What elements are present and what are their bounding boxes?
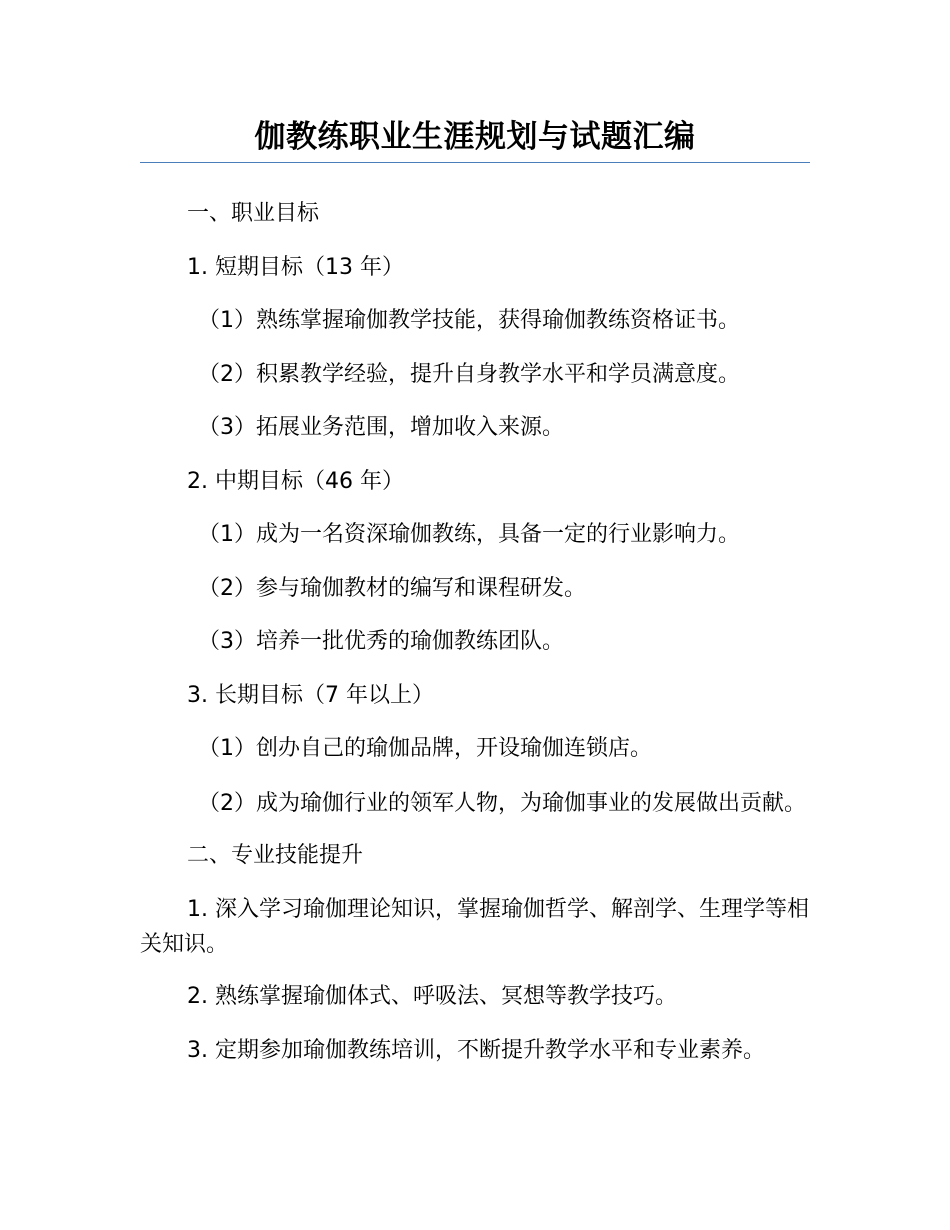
list-item: （2）成为瑜伽行业的领军人物，为瑜伽事业的发展做出贡献。 bbox=[198, 790, 806, 816]
list-item: （2）参与瑜伽教材的编写和课程研发。 bbox=[198, 575, 586, 601]
list-item: （2）积累教学经验，提升自身教学水平和学员满意度。 bbox=[198, 361, 740, 387]
skill-item: 2. 熟练掌握瑜伽体式、呼吸法、冥想等教学技巧。 bbox=[187, 984, 677, 1009]
list-item: （3）培养一批优秀的瑜伽教练团队。 bbox=[198, 629, 564, 654]
skill-item: 3. 定期参加瑜伽教练培训，不断提升教学水平和专业素养。 bbox=[187, 1037, 765, 1063]
subheading-short-term: 1. 短期目标（13 年） bbox=[187, 254, 404, 280]
section-heading-career-goals: 一、职业目标 bbox=[187, 201, 320, 226]
list-item: （1）创办自己的瑜伽品牌，开设瑜伽连锁店。 bbox=[198, 736, 652, 761]
subheading-long-term: 3. 长期目标（7 年以上） bbox=[187, 682, 434, 708]
skill-item: 1. 深入学习瑜伽理论知识，掌握瑜伽哲学、解剖学、生理学等相关知识。 bbox=[140, 897, 809, 957]
document-body bbox=[140, 187, 820, 1077]
document-title: 伽教练职业生涯规划与试题汇编 bbox=[254, 119, 696, 155]
list-item: （1）成为一名资深瑜伽教练，具备一定的行业影响力。 bbox=[198, 522, 740, 547]
subheading-mid-term: 2. 中期目标（46 年） bbox=[187, 468, 404, 494]
list-item: （1）熟练掌握瑜伽教学技能，获得瑜伽教练资格证书。 bbox=[198, 308, 740, 333]
title-divider bbox=[140, 162, 810, 163]
section-heading-skills: 二、专业技能提升 bbox=[187, 842, 364, 868]
list-item: （3）拓展业务范围，增加收入来源。 bbox=[198, 415, 564, 440]
